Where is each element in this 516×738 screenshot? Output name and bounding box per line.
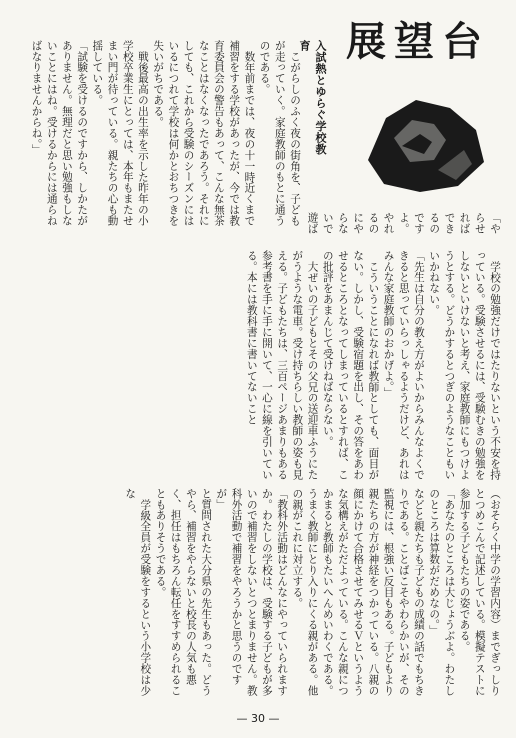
column-block-top (30, 40, 302, 235)
paragraph: 「先生は自分の教え方がよいからみんなよくできると思っていらっしゃるようだけど、あれはみんな家庭教師のおかげよ。」 (382, 250, 425, 480)
page-number: — 30 — (236, 712, 280, 725)
column-block-middle (30, 250, 502, 480)
paragraph: 大ぜいの子どもとその父兄の送迎車ふうにたがうような電車。受け持ちらしい教師の姿も見える。子どもたちは、三百ページあまりもある参考書を手に手に開いて、一心に線を引いている。本には教科書に書いてないこと (245, 250, 319, 480)
paragraph: こがらしのふく夜の街角を、子どもが走っていく。家庭教師のもとに通うのである。 (258, 40, 301, 227)
paragraph: 数年前までは、夜の十一時近くまで補習をする学校があったが、今では教育委員会の警告もあって、こんな無茶なことはなくなったであろう。それにしても、これから受験のシーズンにはいるにつれて学校は何かとおちつきを失いがちである。 (152, 40, 256, 227)
paragraph: 「あなたのところは大じょうぶよ。わたしのところは算数がだめなの。」 (428, 488, 456, 697)
paragraph: 戦後最高の出生率を示した昨年の小学校卒業生にとっては、本年もまたせまい門が待っている。親たちの心も動揺している。 (91, 40, 149, 227)
paragraph: 「試験を受けるのですから、しかたがありません。無理だと思い勉強もしないことにはね。受けるからには通らねばなりませんからね。」 (30, 40, 89, 227)
section-title: 展望台 (346, 19, 490, 65)
article-heading: 入試熱とゆらぐ学校教育 (298, 40, 327, 155)
section-illustration (346, 90, 496, 200)
paragraph: 学校の勉強だけではたりないという不安を持っている。受験させるには、受験むきの勉強をしないといけないと考え、家庭教師にもつけようとする。どうかするとつぎのようなこともいいかねない。 (428, 250, 501, 480)
column-block-bottom (30, 488, 502, 700)
paragraph: 「教科外活動はどんなにやっていられますか。わたしの学校は、受験する子どもが多いので補習をしないとつとまりません。教科外活動で補習をやろうかと思うのですが」 (215, 488, 289, 697)
paragraph: などと親たちも子どもの成績の話でもちきりである。ことばこそやわらかいが、その監視には、根強い反目もある。子どもより親たちの方が神経をつかっている。八親の顔にかけて合格させてみせるＶというような気構えがただよっている。こんな親につかまると教師もたいへんめいわくである。うまく教師にとり入りにくる親がある。他の親がこれに対立する。 (291, 488, 425, 697)
column-block-top-right (306, 212, 502, 242)
paragraph: 学級全員が受験をするという小学校は少な (124, 488, 152, 696)
paragraph: と質問された大分県の先生もあった。どうやら、補習をやらないと校長の人気も悪く、担任はもちろん転任をすすめられることもありそうである。 (154, 488, 213, 697)
paragraph: こういうことになれば教師としても、面目がない。しかし、受験宿題を出し、その答をあわせるところとなってしまっているとすれば、この批評をあまんじて受けねばならない。 (321, 250, 380, 480)
paragraph: 「やらせればできるのですよ。やれるのにやらないで遊ば (306, 212, 501, 234)
paragraph: （おそらく中学の学習内容）までぎっしりとつめこんで記述している。模擬テストに参加する子どもたちの姿である。 (458, 488, 501, 697)
